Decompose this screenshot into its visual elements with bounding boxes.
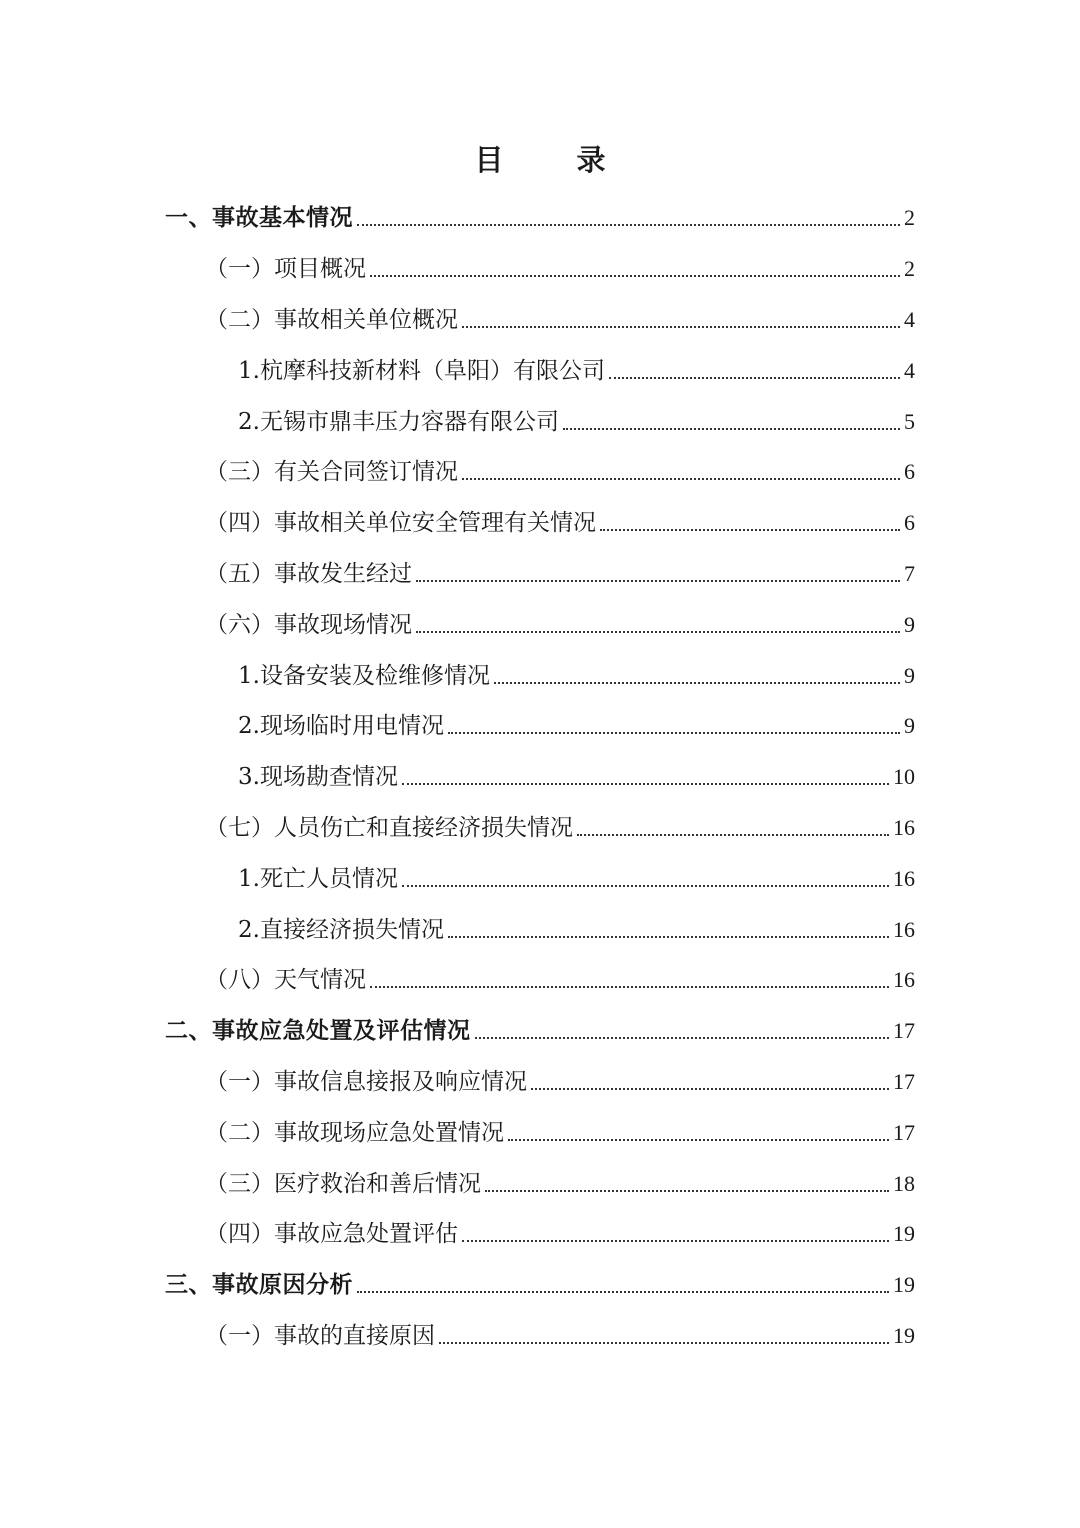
toc-entry[interactable] <box>205 1311 915 1362</box>
toc-entry-title: （一）项目概况 <box>205 256 366 283</box>
toc-entry[interactable] <box>205 295 915 346</box>
toc-entry-page-number: 19 <box>893 1272 915 1298</box>
toc-entry-title: （三）有关合同签订情况 <box>205 459 458 486</box>
dot-leader <box>462 478 900 480</box>
toc-entry-page-number: 4 <box>904 306 915 332</box>
dot-leader <box>357 224 900 226</box>
toc-entry-title: （八）天气情况 <box>205 967 366 994</box>
toc-entry-page-number: 4 <box>904 357 915 383</box>
dot-leader <box>370 275 900 277</box>
dot-leader <box>485 1190 889 1192</box>
toc-entry[interactable] <box>165 193 915 244</box>
dot-leader <box>577 834 889 836</box>
toc-entry[interactable] <box>205 447 915 498</box>
toc-entry-page-number: 16 <box>893 814 915 840</box>
toc-entry[interactable] <box>205 244 915 295</box>
toc-entry-title: （一）事故信息接报及响应情况 <box>205 1068 527 1095</box>
dot-leader <box>531 1088 889 1090</box>
toc-entry-title: （一）事故的直接原因 <box>205 1322 435 1349</box>
dot-leader <box>402 885 889 887</box>
toc-entry-title: （三）医疗救治和善后情况 <box>205 1170 481 1197</box>
toc-entry[interactable] <box>205 1107 915 1158</box>
toc-entry[interactable] <box>238 752 915 803</box>
toc-entry-page-number: 19 <box>893 1322 915 1348</box>
toc-entry[interactable] <box>238 345 915 396</box>
toc-entry-title: 1.杭摩科技新材料（阜阳）有限公司 <box>238 357 605 384</box>
toc-entry[interactable] <box>205 498 915 549</box>
dot-leader <box>462 326 900 328</box>
toc-entry-title: （六）事故现场情况 <box>205 611 412 638</box>
toc-entry[interactable] <box>238 904 915 955</box>
toc-entry[interactable] <box>165 1260 915 1311</box>
toc-entry-title: 2.无锡市鼎丰压力容器有限公司 <box>238 408 559 435</box>
toc-entry-page-number: 17 <box>893 1068 915 1094</box>
dot-leader <box>600 529 900 531</box>
toc-entry-page-number: 17 <box>893 1018 915 1044</box>
toc-entry-title: （七）人员伤亡和直接经济损失情况 <box>205 814 573 841</box>
dot-leader <box>402 783 889 785</box>
toc-entry[interactable] <box>238 650 915 701</box>
toc-entry-title: 一、事故基本情况 <box>165 204 353 232</box>
toc-entry[interactable] <box>165 1006 915 1057</box>
toc-entry[interactable] <box>205 803 915 854</box>
toc-entry-page-number: 7 <box>904 560 915 586</box>
dot-leader <box>609 377 900 379</box>
toc-entry-page-number: 5 <box>904 408 915 434</box>
dot-leader <box>416 580 900 582</box>
toc-entry-title: （四）事故相关单位安全管理有关情况 <box>205 510 596 537</box>
toc-entry-page-number: 9 <box>904 662 915 688</box>
toc-entry-title: （四）事故应急处置评估 <box>205 1221 458 1248</box>
toc-entry[interactable] <box>205 1209 915 1260</box>
toc-entry[interactable] <box>238 853 915 904</box>
toc-entry-page-number: 2 <box>904 205 915 231</box>
dot-leader <box>370 986 889 988</box>
toc-entry-title: 2.直接经济损失情况 <box>238 916 444 943</box>
dot-leader <box>508 1139 889 1141</box>
toc-entry[interactable] <box>205 955 915 1006</box>
toc-entry-title: 2.现场临时用电情况 <box>238 713 444 740</box>
dot-leader <box>448 936 889 938</box>
toc-entry[interactable] <box>205 1057 915 1108</box>
toc-entry[interactable] <box>238 701 915 752</box>
toc-entry-page-number: 16 <box>893 967 915 993</box>
toc-entry-page-number: 19 <box>893 1221 915 1247</box>
toc-entry[interactable] <box>238 396 915 447</box>
dot-leader <box>563 428 900 430</box>
toc-entry-page-number: 16 <box>893 916 915 942</box>
toc-entry-page-number: 18 <box>893 1170 915 1196</box>
toc-entry-page-number: 16 <box>893 865 915 891</box>
toc-entry-page-number: 10 <box>893 764 915 790</box>
toc-entry-page-number: 6 <box>904 459 915 485</box>
toc-entry-title: 1.设备安装及检维修情况 <box>238 662 490 689</box>
toc-entry-title: （二）事故现场应急处置情况 <box>205 1119 504 1146</box>
toc-entry-title: 3.现场勘查情况 <box>238 764 398 791</box>
toc-entry-page-number: 9 <box>904 611 915 637</box>
toc-entry-title: 三、事故原因分析 <box>165 1271 353 1299</box>
dot-leader <box>448 732 900 734</box>
toc-entry[interactable] <box>205 549 915 600</box>
toc-entry-title: 二、事故应急处置及评估情况 <box>165 1017 471 1045</box>
toc-entry-page-number: 2 <box>904 256 915 282</box>
toc-entry-page-number: 9 <box>904 713 915 739</box>
toc-entry-title: （五）事故发生经过 <box>205 560 412 587</box>
dot-leader <box>494 682 900 684</box>
dot-leader <box>439 1342 889 1344</box>
toc-entry-page-number: 6 <box>904 510 915 536</box>
toc-entry[interactable] <box>205 599 915 650</box>
dot-leader <box>475 1037 890 1039</box>
toc-entry-page-number: 17 <box>893 1119 915 1145</box>
toc-entry-title: 1.死亡人员情况 <box>238 865 398 892</box>
toc-entry-title: （二）事故相关单位概况 <box>205 306 458 333</box>
dot-leader <box>416 631 900 633</box>
toc-entry[interactable] <box>205 1158 915 1209</box>
dot-leader <box>357 1291 889 1293</box>
dot-leader <box>462 1240 889 1242</box>
toc-title: 目 录 <box>474 143 628 177</box>
